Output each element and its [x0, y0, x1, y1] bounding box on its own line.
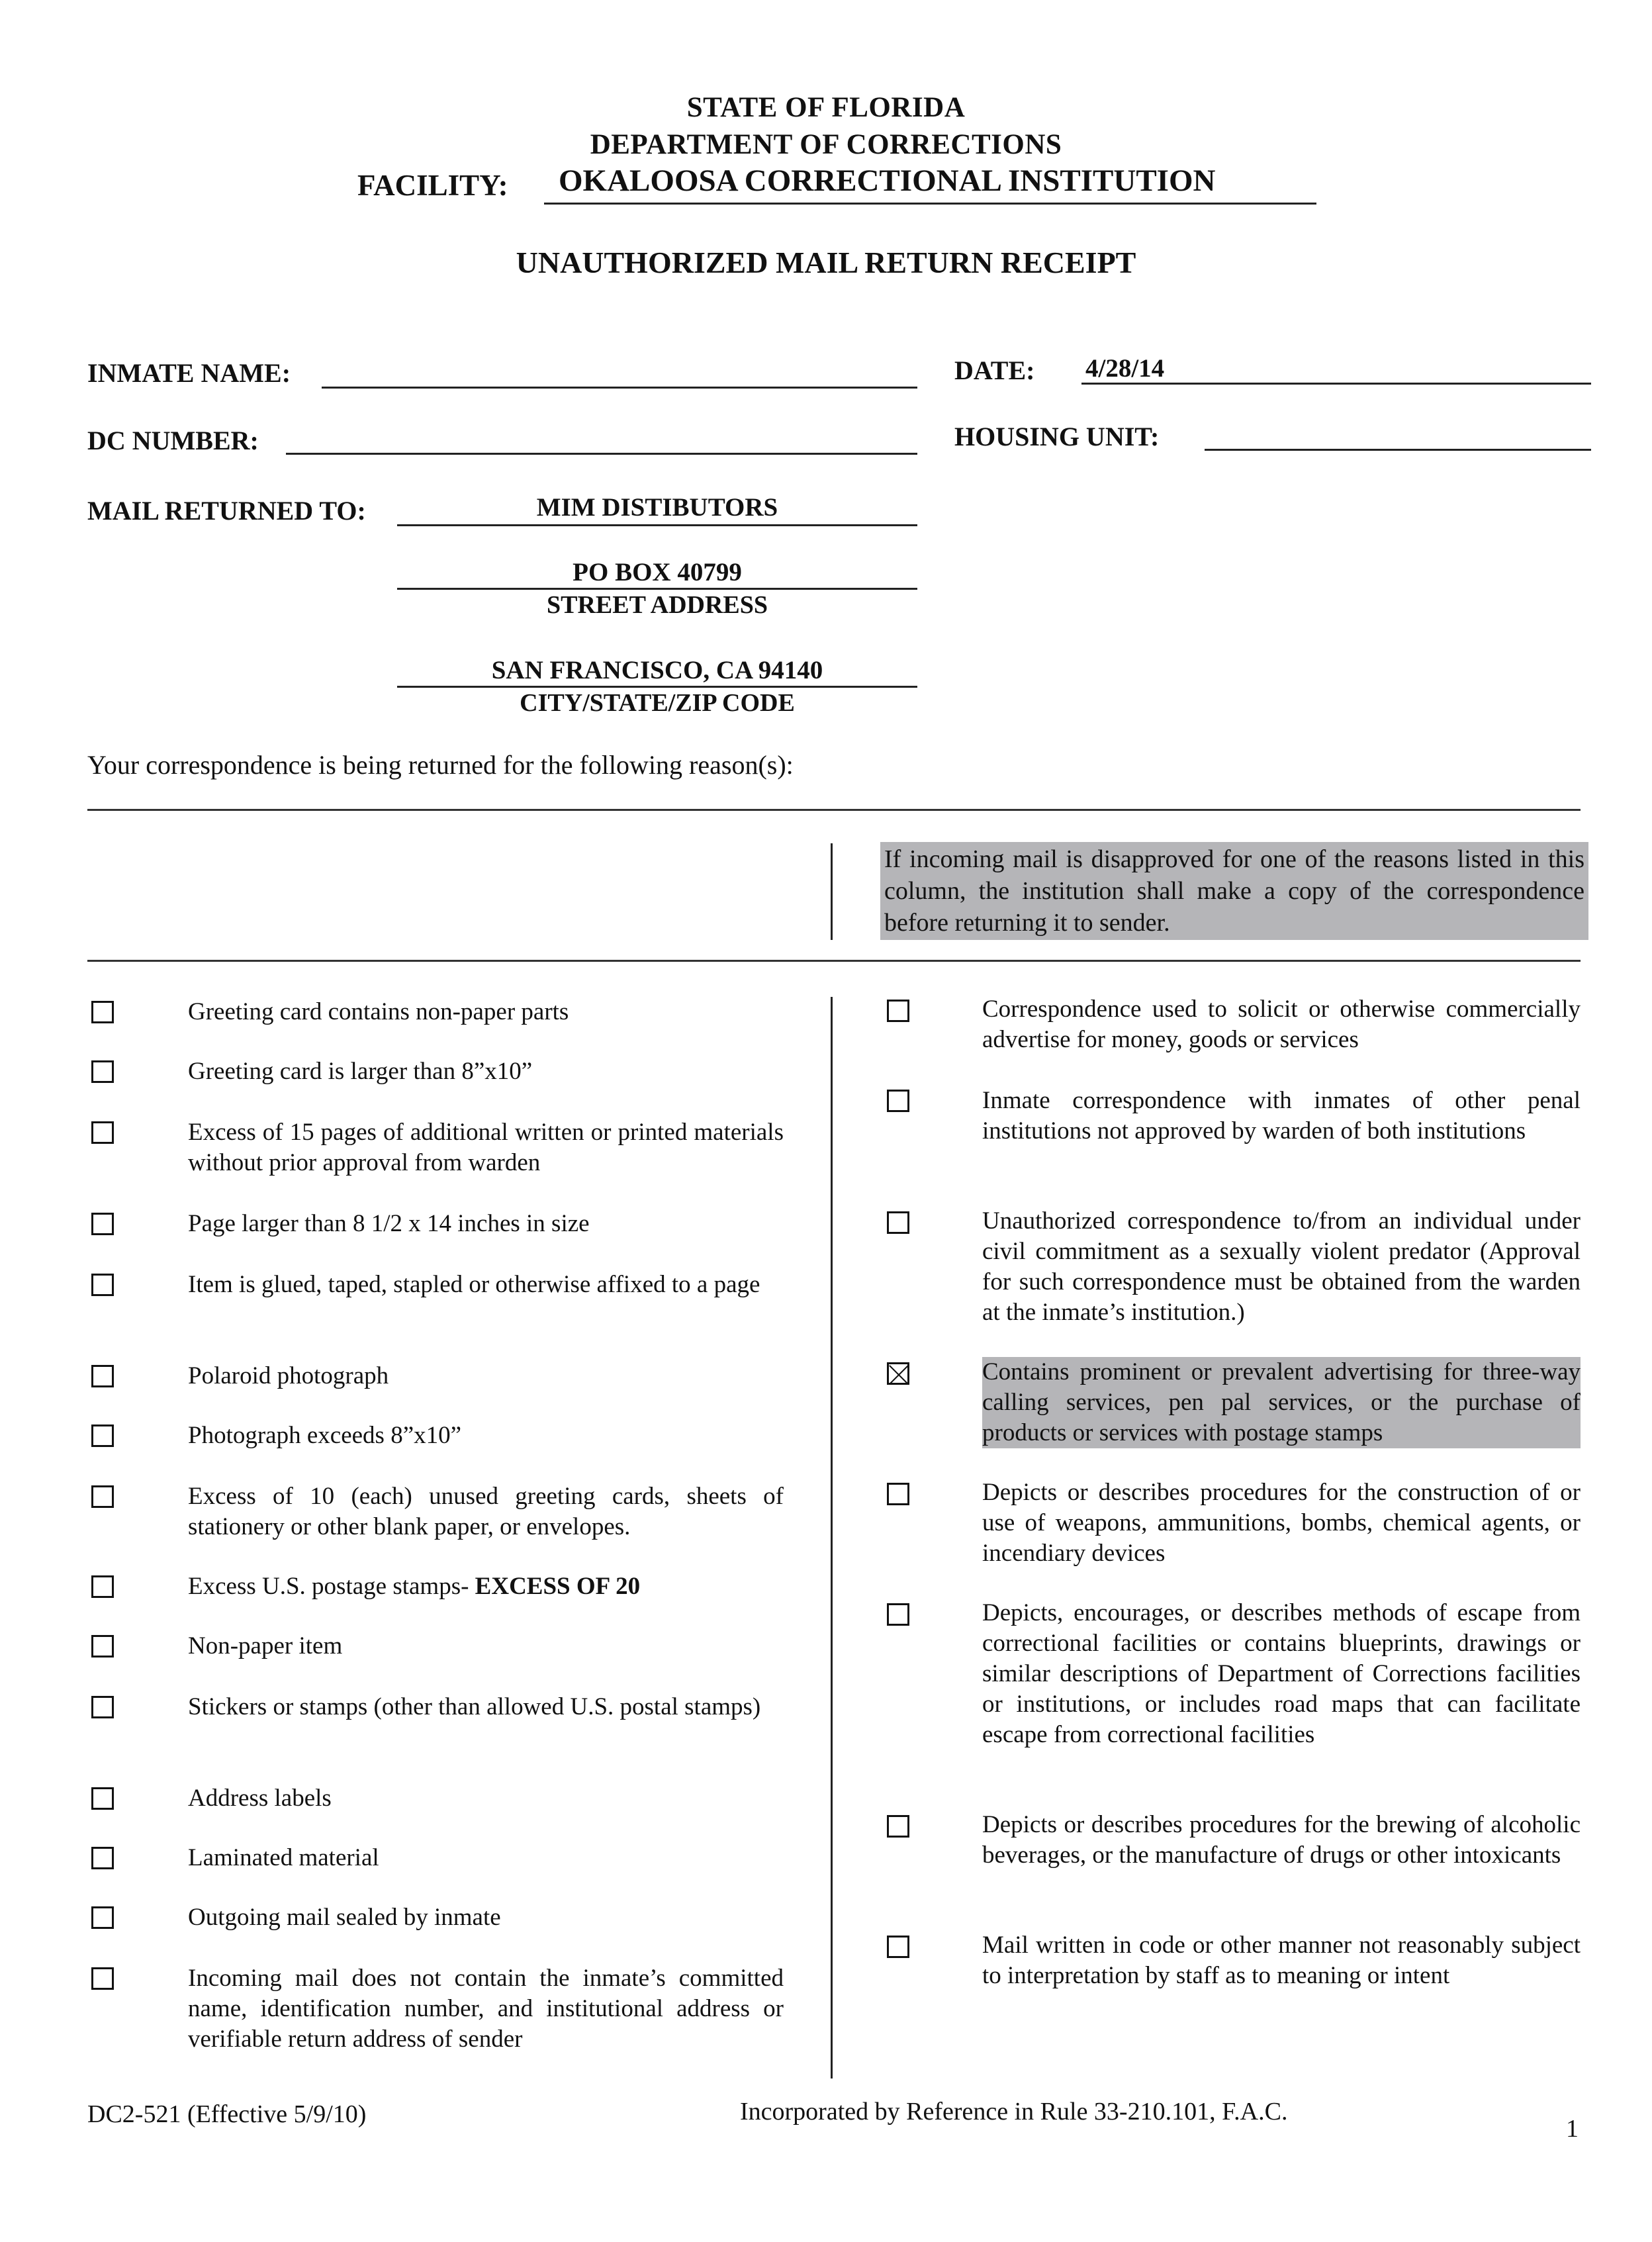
checkbox[interactable] — [91, 1635, 114, 1658]
street-address-caption: STREET ADDRESS — [546, 591, 768, 619]
column-divider-upper — [831, 843, 833, 940]
item-text: Unauthorized correspondence to/from an individual under civil commitment as a sexually violent predator (Approval for such correspondence must be obtained from the warden at the inmate’s institution.) — [982, 1207, 1581, 1326]
checkbox[interactable] — [91, 1213, 114, 1235]
city-state-zip-line — [397, 686, 917, 688]
item-text: Inmate correspondence with inmates of other penal institutions not approved by warden of both institutions — [982, 1087, 1581, 1144]
inmate-name-label: INMATE NAME: — [87, 358, 291, 388]
checkbox[interactable] — [91, 1967, 114, 1990]
checkbox[interactable] — [91, 1365, 114, 1387]
item-text: Page larger than 8 1/2 x 14 inches in size — [188, 1210, 590, 1237]
dc-number-line — [286, 453, 917, 455]
checkbox[interactable] — [887, 1000, 909, 1022]
recipient-name-line — [397, 524, 917, 526]
checkbox[interactable] — [91, 1906, 114, 1929]
checkbox-checked[interactable] — [887, 1362, 909, 1385]
column-divider-lower — [831, 997, 833, 2079]
item-text: Incoming mail does not contain the inmate’s committed name, identification number, and institutional address or verifiable return address of sender — [188, 1965, 784, 2053]
street-address-field[interactable]: PO BOX 40799 — [573, 558, 742, 586]
item-text: Photograph exceeds 8”x10” — [188, 1422, 462, 1449]
checkbox[interactable] — [887, 1211, 909, 1234]
item-text: Mail written in code or other manner not reasonably subject to interpretation by staff as to meaning or intent — [982, 1932, 1581, 1989]
reasons-intro: Your correspondence is being returned for the following reason(s): — [87, 750, 794, 780]
item-text: Laminated material — [188, 1844, 379, 1871]
item-text-highlighted: Contains prominent or prevalent advertising for three-way calling services, pen pal services, or the purchase of products or services with postage stamps — [982, 1357, 1581, 1448]
checkbox[interactable] — [91, 1001, 114, 1023]
reasons-top-rule — [87, 809, 1581, 811]
rule-reference: Incorporated by Reference in Rule 33-210.101, F.A.C. — [740, 2098, 1288, 2125]
form-title: UNAUTHORIZED MAIL RETURN RECEIPT — [516, 246, 1136, 279]
checkbox[interactable] — [887, 1090, 909, 1112]
dc-number-label: DC NUMBER: — [87, 426, 259, 455]
item-text — [188, 1571, 784, 1602]
form-id: DC2-521 (Effective 5/9/10) — [87, 2100, 367, 2128]
item-text: Outgoing mail sealed by inmate — [188, 1904, 501, 1931]
checkbox[interactable] — [887, 1603, 909, 1626]
item-text: Non-paper item — [188, 1632, 343, 1659]
inmate-name-line — [322, 387, 917, 389]
item-text: Depicts, encourages, or describes methods of escape from correctional facilities or contains blueprints, drawings or similar descriptions of Department of Corrections facilities or institutions, or includes road maps that can facilitate escape from correctional facilities — [982, 1599, 1581, 1748]
item-text: Depicts or describes procedures for the construction of or use of weapons, ammunitions, bombs, chemical agents, or incendiary devices — [982, 1479, 1581, 1567]
checkbox[interactable] — [91, 1575, 114, 1598]
housing-unit-line — [1205, 449, 1591, 451]
item-text: Polaroid photograph — [188, 1362, 389, 1389]
checkbox[interactable] — [91, 1787, 114, 1810]
city-state-zip-caption: CITY/STATE/ZIP CODE — [520, 689, 795, 717]
recipient-name-field[interactable]: MIM DISTIBUTORS — [536, 493, 778, 522]
checkbox[interactable] — [887, 1815, 909, 1838]
page-number: 1 — [1566, 2115, 1579, 2143]
checkbox[interactable] — [91, 1425, 114, 1447]
date-field[interactable]: 4/28/14 — [1085, 354, 1165, 383]
checkbox[interactable] — [91, 1485, 114, 1508]
date-label: DATE: — [954, 355, 1035, 385]
checkbox[interactable] — [91, 1847, 114, 1869]
facility-label: FACILITY: — [357, 169, 508, 202]
state-heading: STATE OF FLORIDA — [686, 92, 966, 123]
copy-requirement-note: If incoming mail is disapproved for one of the reasons listed in this column, the institution shall make a copy of the correspondence before returning it to sender. — [880, 842, 1588, 940]
item-text: Correspondence used to solicit or otherwise commercially advertise for money, goods or services — [982, 996, 1581, 1053]
item-text-emphasis: EXCESS OF 20 — [475, 1573, 641, 1600]
city-state-zip-field[interactable]: SAN FRANCISCO, CA 94140 — [491, 656, 823, 684]
item-text: Depicts or describes procedures for the brewing of alcoholic beverages, or the manufacture of drugs or other intoxicants — [982, 1811, 1581, 1869]
street-address-line — [397, 588, 917, 590]
checkbox[interactable] — [91, 1696, 114, 1718]
checkbox[interactable] — [91, 1274, 114, 1296]
item-text: Greeting card is larger than 8”x10” — [188, 1058, 533, 1085]
department-heading: DEPARTMENT OF CORRECTIONS — [590, 129, 1062, 160]
facility-value: OKALOOSA CORRECTIONAL INSTITUTION — [544, 163, 1316, 205]
checkbox[interactable] — [887, 1936, 909, 1958]
item-text: Address labels — [188, 1785, 332, 1812]
item-text-main: Excess U.S. postage stamps- — [188, 1573, 469, 1600]
reasons-bottom-rule — [87, 960, 1581, 962]
item-text: Excess of 15 pages of additional written or printed materials without prior approval from warden — [188, 1119, 784, 1176]
item-text: Excess of 10 (each) unused greeting cards, sheets of stationery or other blank paper, or envelopes. — [188, 1483, 784, 1540]
item-text: Stickers or stamps (other than allowed U.S. postal stamps) — [188, 1693, 761, 1720]
item-text: Item is glued, taped, stapled or otherwise affixed to a page — [188, 1271, 760, 1298]
mail-returned-to-label: MAIL RETURNED TO: — [87, 496, 366, 526]
item-text: Greeting card contains non-paper parts — [188, 998, 569, 1025]
housing-unit-label: HOUSING UNIT: — [954, 422, 1160, 451]
checkbox[interactable] — [91, 1060, 114, 1083]
checkbox[interactable] — [91, 1121, 114, 1144]
checkbox[interactable] — [887, 1483, 909, 1505]
